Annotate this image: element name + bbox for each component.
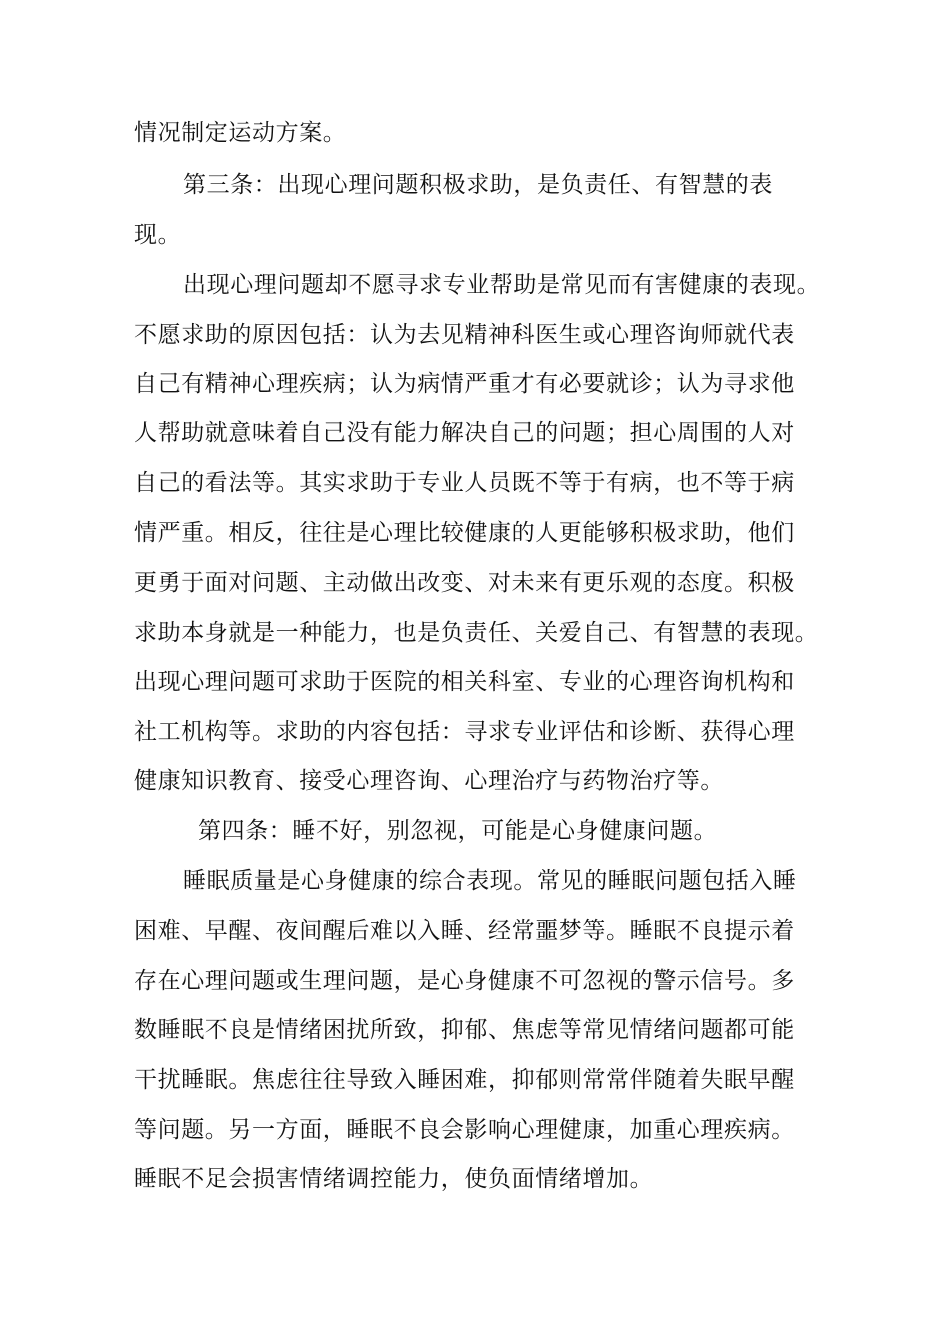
text-line: 社工机构等。求助的内容包括：寻求专业评估和诊断、获得心理 (134, 719, 795, 745)
text-line: 人帮助就意味着自己没有能力解决自己的问题；担心周围的人对 (134, 420, 795, 446)
text-line: 情严重。相反，往往是心理比较健康的人更能够积极求助，他们 (134, 520, 795, 546)
article-four-heading: 第四条：睡不好，别忽视，可能是心身健康问题。 (198, 818, 718, 844)
text-line: 睡眠不足会损害情绪调控能力，使负面情绪增加。 (134, 1166, 654, 1192)
text-line: 自己有精神心理疾病；认为病情严重才有必要就诊；认为寻求他 (134, 371, 795, 397)
text-line: 更勇于面对问题、主动做出改变、对未来有更乐观的态度。积极 (134, 570, 795, 596)
text-line: 等问题。另一方面，睡眠不良会影响心理健康，加重心理疾病。 (134, 1117, 795, 1143)
text-line: 数睡眠不良是情绪困扰所致，抑郁、焦虑等常见情绪问题都可能 (134, 1017, 795, 1043)
text-line: 求助本身就是一种能力，也是负责任、关爱自己、有智慧的表现。 (134, 620, 819, 646)
paragraph-start-line: 睡眠质量是心身健康的综合表现。常见的睡眠问题包括入睡 (183, 868, 797, 894)
text-line: 现。 (134, 222, 182, 248)
text-line: 存在心理问题或生理问题，是心身健康不可忽视的警示信号。多 (134, 968, 795, 994)
paragraph-start-line: 出现心理问题却不愿寻求专业帮助是常见而有害健康的表现。 (183, 272, 821, 298)
text-line: 干扰睡眠。焦虑往往导致入睡困难，抑郁则常常伴随着失眠早醒 (134, 1067, 795, 1093)
text-line: 困难、早醒、夜间醒后难以入睡、经常噩梦等。睡眠不良提示着 (134, 918, 795, 944)
text-line: 情况制定运动方案。 (134, 120, 347, 146)
text-line: 不愿求助的原因包括：认为去见精神科医生或心理咨询师就代表 (134, 322, 795, 348)
text-line: 健康知识教育、接受心理咨询、心理治疗与药物治疗等。 (134, 768, 724, 794)
text-line: 出现心理问题可求助于医院的相关科室、专业的心理咨询机构和 (134, 669, 795, 695)
text-line: 自己的看法等。其实求助于专业人员既不等于有病，也不等于病 (134, 470, 795, 496)
article-three-heading: 第三条：出现心理问题积极求助，是负责任、有智慧的表 (183, 172, 773, 198)
